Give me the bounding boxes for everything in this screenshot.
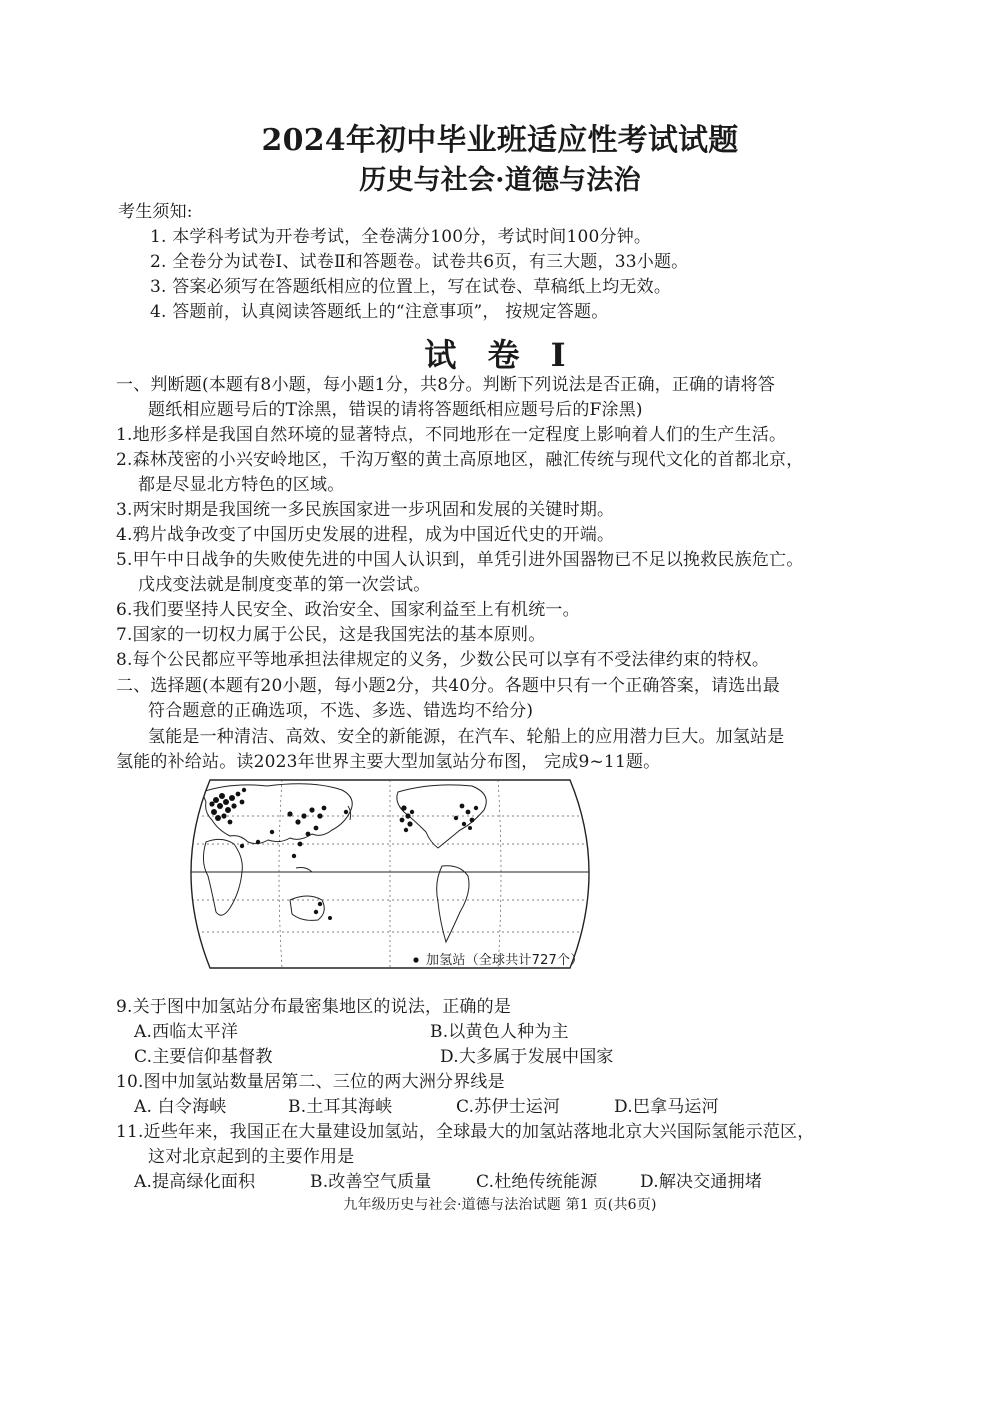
part2-instruction-cont: 符合题意的正确选项，不选、多选、错选均不给分)	[148, 701, 534, 721]
station-dot	[287, 811, 292, 816]
legend-dot	[413, 957, 418, 962]
question-10-option-b: B.土耳其海峡	[288, 1097, 393, 1117]
question-11-cont: 这对北京起到的主要作用是	[148, 1147, 355, 1167]
station-dot	[322, 806, 327, 811]
question-2-cont: 都是尽显北方特色的区域。	[138, 475, 345, 495]
station-dot	[400, 818, 405, 823]
station-dot	[213, 797, 219, 803]
question-9-option-d: D.大多属于发展中国家	[440, 1047, 614, 1067]
page-footer: 九年级历史与社会·道德与法治试题 第1 页(共6页)	[343, 1197, 657, 1213]
station-dot	[215, 815, 221, 821]
station-dot	[317, 813, 322, 818]
station-dot	[405, 813, 410, 818]
station-dot	[217, 803, 223, 809]
station-dot	[314, 910, 318, 914]
notice-item: 2. 全卷分为试卷Ⅰ、试卷Ⅱ和答题卷。试卷共6页，有三大题，33小题。	[150, 252, 689, 272]
station-dot	[410, 810, 414, 814]
station-dot	[295, 819, 300, 824]
station-dot	[454, 816, 458, 820]
notice-item: 4. 答题前，认真阅读答题纸上的“注意事项”， 按规定答题。	[150, 302, 609, 322]
station-dot	[240, 800, 245, 805]
station-dot	[404, 828, 408, 832]
hydrogen-station-map	[172, 772, 608, 980]
question-8: 8.每个公民都应平等地承担法律规定的义务，少数公民可以享有不受法律约束的特权。	[116, 650, 770, 670]
question-10-option-c: C.苏伊士运河	[456, 1097, 561, 1117]
station-dot	[229, 795, 235, 801]
station-dot	[460, 804, 465, 809]
station-dot	[301, 813, 306, 818]
station-dot	[240, 844, 244, 848]
question-11-option-b: B.改善空气质量	[310, 1172, 432, 1192]
question-9-option-b: B.以黄色人种为主	[430, 1022, 569, 1042]
question-9-option-a: A.西临太平洋	[134, 1022, 239, 1042]
notice-item: 1. 本学科考试为开卷考试，全卷满分100分，考试时间100分钟。	[150, 227, 652, 247]
question-6: 6.我们要坚持人民安全、政治安全、国家利益至上有机统一。	[116, 600, 580, 620]
question-11-option-d: D.解决交通拥堵	[640, 1172, 763, 1192]
question-5-cont: 戊戌变法就是制度变革的第一次尝试。	[138, 575, 431, 595]
question-4: 4.鸦片战争改变了中国历史发展的进程，成为中国近代史的开端。	[116, 525, 615, 545]
exam-subtitle: 历史与社会·道德与法治	[359, 165, 641, 196]
station-dot	[209, 801, 214, 806]
station-dot	[225, 807, 231, 813]
notice-heading: 考生须知:	[118, 202, 193, 222]
material-text: 氢能是一种清洁、高效、安全的新能源，在汽车、轮船上的应用潜力巨大。加氢站是	[148, 727, 785, 747]
notice-item: 3. 答案必须写在答题纸相应的位置上，写在试卷、草稿纸上均无效。	[150, 277, 672, 297]
station-dot	[407, 821, 412, 826]
question-10: 10.图中加氢站数量居第二、三位的两大洲分界线是	[116, 1072, 505, 1092]
station-dot	[256, 840, 260, 844]
material-text-cont: 氢能的补给站。读2023年世界主要大型加氢站分布图， 完成9~11题。	[116, 752, 661, 772]
station-dot	[219, 793, 225, 799]
question-11: 11.近些年来，我国正在大量建设加氢站，全球最大的加氢站落地北京大兴国际氢能示范区，	[116, 1122, 815, 1142]
question-5: 5.甲午中日战争的失败使先进的中国人认识到，单凭引进外国器物已不足以挽救民族危亡。	[116, 550, 804, 570]
question-3: 3.两宋时期是我国统一多民族国家进一步巩固和发展的关键时期。	[116, 500, 615, 520]
station-dot	[466, 810, 471, 815]
part1-instruction: 一、判断题(本题有8小题，每小题1分，共8分。判断下列说法是否正确，正确的请将答	[116, 375, 776, 395]
station-dot	[314, 826, 319, 831]
station-dot	[318, 902, 322, 906]
station-dot	[468, 826, 472, 830]
station-dot	[328, 916, 332, 920]
station-dot	[292, 854, 296, 858]
question-7: 7.国家的一切权力属于公民，这是我国宪法的基本原则。	[116, 625, 546, 645]
station-dot	[306, 832, 311, 837]
station-dot	[401, 805, 406, 810]
station-dot	[231, 803, 236, 808]
question-10-option-a: A. 白令海峡	[134, 1097, 227, 1117]
station-dot	[228, 820, 233, 825]
section-title: 试 卷 I	[424, 336, 576, 374]
part1-instruction-cont: 题纸相应题号后的T涂黑，错误的请将答题纸相应题号后的F涂黑)	[148, 400, 643, 420]
part2-instruction: 二、选择题(本题有20小题，每小题2分，共40分。各题中只有一个正确答案，请选出最	[116, 676, 780, 696]
map-legend: 加氢站（全球共计727个）	[426, 953, 584, 968]
station-dot	[470, 818, 475, 823]
station-dot	[242, 788, 246, 792]
map-outline	[191, 780, 589, 968]
question-9: 9.关于图中加氢站分布最密集地区的说法，正确的是	[116, 997, 512, 1017]
question-10-option-d: D.巴拿马运河	[614, 1097, 719, 1117]
station-dot	[462, 822, 466, 826]
station-dot	[309, 807, 314, 812]
station-dot	[344, 810, 348, 814]
station-dot	[223, 799, 229, 805]
exam-title: 2024年初中毕业班适应性考试试题	[261, 123, 739, 158]
question-1: 1.地形多样是我国自然环境的显著特点，不同地形在一定程度上影响着人们的生产生活。	[116, 425, 787, 445]
station-dot	[298, 842, 303, 847]
station-dot	[270, 830, 274, 834]
station-dot	[474, 806, 478, 810]
question-11-option-c: C.杜绝传统能源	[476, 1172, 598, 1192]
question-9-option-c: C.主要信仰基督教	[134, 1047, 273, 1067]
station-dot	[236, 792, 241, 797]
question-11-option-a: A.提高绿化面积	[134, 1172, 256, 1192]
station-dot	[221, 813, 226, 818]
question-2: 2.森林茂密的小兴安岭地区，千沟万壑的黄土高原地区，融汇传统与现代文化的首都北京，	[116, 450, 804, 470]
station-dot	[211, 809, 217, 815]
